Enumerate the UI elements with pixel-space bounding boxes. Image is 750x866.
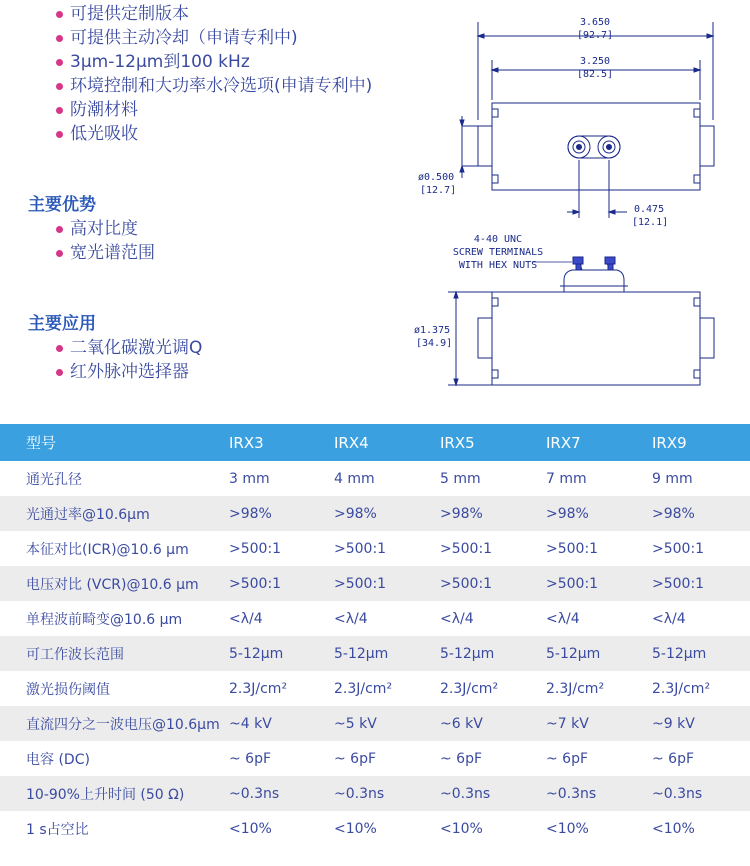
bullet-icon xyxy=(56,59,63,66)
row-label: 电压对比 (VCR)@10.6 µm xyxy=(26,576,199,593)
table-cell: 3 mm xyxy=(229,470,270,487)
table-row xyxy=(0,671,750,706)
header-cell: IRX7 xyxy=(546,433,581,452)
feature-item xyxy=(28,74,372,98)
row-label: 本征对比(ICR)@10.6 µm xyxy=(26,541,189,558)
table-cell: ~ 6pF xyxy=(440,750,483,767)
feature-item xyxy=(28,50,372,74)
table-cell: ~6 kV xyxy=(440,715,483,732)
table-cell: >500:1 xyxy=(652,575,705,592)
table-header-row xyxy=(0,424,750,461)
header-cell: IRX3 xyxy=(229,433,264,452)
table-cell: >500:1 xyxy=(546,575,599,592)
advantage-text: 宽光谱范围 xyxy=(70,243,155,263)
table-cell: <10% xyxy=(334,820,377,837)
table-cell: <10% xyxy=(229,820,272,837)
table-cell: >98% xyxy=(546,505,589,522)
bullet-icon xyxy=(56,250,63,257)
advantage-item xyxy=(28,241,155,265)
dim-body-mm: [82.5] xyxy=(576,69,614,80)
bullet-icon xyxy=(56,83,63,90)
table-cell: 2.3J/cm² xyxy=(546,680,605,697)
table-cell: <λ/4 xyxy=(334,610,368,627)
feature-text: 低光吸收 xyxy=(70,124,138,144)
row-label: 可工作波长范围 xyxy=(26,646,124,663)
table-cell: >98% xyxy=(652,505,695,522)
table-cell: 5 mm xyxy=(440,470,481,487)
row-label: 通光孔径 xyxy=(26,471,82,488)
table-cell: >500:1 xyxy=(440,575,493,592)
feature-text: 3µm-12µm到100 kHz xyxy=(70,52,250,72)
spec-table xyxy=(0,424,750,846)
feature-item xyxy=(28,122,372,146)
table-cell: >500:1 xyxy=(440,540,493,557)
applications-section xyxy=(28,312,202,384)
feature-item xyxy=(28,26,372,50)
table-cell: 5-12µm xyxy=(229,645,284,662)
table-cell: 2.3J/cm² xyxy=(334,680,393,697)
advantages-title: 主要优势 xyxy=(28,195,96,215)
row-label: 光通过率@10.6µm xyxy=(26,506,150,523)
table-cell: 5-12µm xyxy=(440,645,495,662)
table-cell: 5-12µm xyxy=(546,645,601,662)
table-cell: ~7 kV xyxy=(546,715,589,732)
header-cell: IRX5 xyxy=(440,433,475,452)
bullet-icon xyxy=(56,226,63,233)
bullet-icon xyxy=(56,369,63,376)
table-cell: 2.3J/cm² xyxy=(440,680,499,697)
table-row xyxy=(0,636,750,671)
drawing-svg xyxy=(412,0,750,424)
table-row xyxy=(0,496,750,531)
table-cell: ~5 kV xyxy=(334,715,377,732)
table-cell: ~ 6pF xyxy=(546,750,589,767)
dim-diameter-mm: [34.9] xyxy=(416,338,453,349)
header-cell: 型号 xyxy=(26,434,57,452)
bullet-icon xyxy=(56,11,63,18)
table-cell: ~0.3ns xyxy=(440,785,491,802)
feature-text: 环境控制和大功率水冷选项(申请专利中) xyxy=(70,76,373,96)
feature-item xyxy=(28,98,372,122)
advantages-list xyxy=(28,217,155,265)
table-cell: <10% xyxy=(652,820,695,837)
bullet-icon xyxy=(56,107,63,114)
table-cell: 5-12µm xyxy=(334,645,389,662)
header-cell: IRX9 xyxy=(652,433,687,452)
table-cell: ~ 6pF xyxy=(652,750,695,767)
table-cell: >500:1 xyxy=(334,575,387,592)
row-label: 电容 (DC) xyxy=(26,751,90,768)
table-row xyxy=(0,776,750,811)
table-cell: <λ/4 xyxy=(546,610,580,627)
table-cell: >98% xyxy=(229,505,272,522)
dim-body: 3.250 xyxy=(579,56,611,67)
table-cell: ~4 kV xyxy=(229,715,272,732)
note-line-2: SCREW TERMINALS xyxy=(452,247,544,258)
note-line-3: WITH HEX NUTS xyxy=(458,260,538,271)
table-row xyxy=(0,811,750,846)
table-row xyxy=(0,531,750,566)
feature-text: 可提供主动冷却（申请专利中) xyxy=(70,28,298,48)
table-cell: ~0.3ns xyxy=(229,785,280,802)
table-row xyxy=(0,461,750,496)
feature-text: 防潮材料 xyxy=(70,100,138,120)
feature-list xyxy=(28,2,372,146)
table-cell: 7 mm xyxy=(546,470,587,487)
dim-overall: 3.650 xyxy=(579,17,611,28)
table-cell: 4 mm xyxy=(334,470,375,487)
feature-text: 可提供定制版本 xyxy=(70,4,189,24)
table-cell: >98% xyxy=(334,505,377,522)
advantage-item xyxy=(28,217,155,241)
table-cell: >98% xyxy=(440,505,483,522)
table-cell: 2.3J/cm² xyxy=(652,680,711,697)
row-label: 直流四分之一波电压@10.6µm xyxy=(26,716,220,733)
table-cell: ~0.3ns xyxy=(334,785,385,802)
table-row xyxy=(0,566,750,601)
bullet-icon xyxy=(56,131,63,138)
table-row xyxy=(0,706,750,741)
table-cell: <λ/4 xyxy=(652,610,686,627)
dim-spacing-mm: [12.1] xyxy=(632,217,669,228)
header-cell: IRX4 xyxy=(334,433,369,452)
bullet-icon xyxy=(56,345,63,352)
table-row xyxy=(0,601,750,636)
table-row xyxy=(0,741,750,776)
advantage-text: 高对比度 xyxy=(70,219,138,239)
bullet-icon xyxy=(56,35,63,42)
row-label: 10-90%上升时间 (50 Ω) xyxy=(26,786,185,803)
table-cell: >500:1 xyxy=(229,540,282,557)
table-cell: ~0.3ns xyxy=(652,785,703,802)
dim-diameter: ø1.375 xyxy=(414,325,451,336)
product-overview xyxy=(0,0,750,424)
table-cell: <λ/4 xyxy=(440,610,474,627)
table-cell: <10% xyxy=(546,820,589,837)
row-label: 激光损伤阈值 xyxy=(26,681,110,698)
table-cell: >500:1 xyxy=(229,575,282,592)
note-line-1: 4-40 UNC xyxy=(473,234,523,245)
application-item xyxy=(28,360,202,384)
dimension-drawing xyxy=(412,0,750,424)
application-text: 红外脉冲选择器 xyxy=(70,362,189,382)
table-cell: ~ 6pF xyxy=(334,750,377,767)
table-cell: 5-12µm xyxy=(652,645,707,662)
application-text: 二氧化碳激光调Q xyxy=(70,338,203,358)
table-cell: ~0.3ns xyxy=(546,785,597,802)
feature-item xyxy=(28,2,372,26)
table-cell: >500:1 xyxy=(334,540,387,557)
table-cell: ~ 6pF xyxy=(229,750,272,767)
row-label: 1 s占空比 xyxy=(26,821,89,838)
table-cell: 2.3J/cm² xyxy=(229,680,288,697)
table-cell: <λ/4 xyxy=(229,610,263,627)
table-cell: ~9 kV xyxy=(652,715,695,732)
applications-title: 主要应用 xyxy=(28,314,96,334)
dim-spacing: 0.475 xyxy=(634,204,665,215)
table-cell: <10% xyxy=(440,820,483,837)
table-cell: >500:1 xyxy=(546,540,599,557)
application-item xyxy=(28,336,202,360)
row-label: 单程波前畸变@10.6 µm xyxy=(26,611,183,628)
dim-overall-mm: [92.7] xyxy=(576,30,614,41)
dim-aperture: ø0.500 xyxy=(418,172,455,183)
table-cell: >500:1 xyxy=(652,540,705,557)
advantages-section xyxy=(28,193,155,265)
table-cell: 9 mm xyxy=(652,470,693,487)
applications-list xyxy=(28,336,202,384)
dim-aperture-mm: [12.7] xyxy=(420,185,457,196)
